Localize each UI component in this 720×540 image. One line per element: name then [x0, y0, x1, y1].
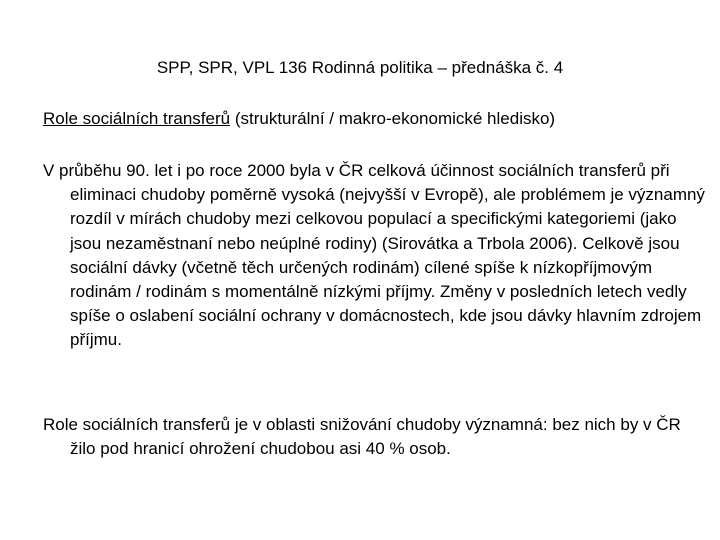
- paragraph-1: V průběhu 90. let i po roce 2000 byla v ČR celková účinnost sociálních transferů při eliminaci chudoby poměrně vysoká (nejvyšší v Evropě), ale problémem je významný rozdíl v mírách chudoby mezi celkovou populací a specifickými kategoriemi (jako jsou nezaměstnaní nebo neúplné rodiny) (Sirovátka a Trbola 2006). Celkově jsou sociální dávky (včetně těch určených rodinám) cílené spíše k nízkopříjmovým rodinám / rodinám s momentálně nízkými příjmy. Změny v posledních letech vedly spíše o oslabení sociální ochrany v domácnostech, kde jsou dávky hlavním zdrojem příjmu.: [43, 161, 705, 350]
- slide-title: SPP, SPR, VPL 136 Rodinná politika – přednáška č. 4: [156, 58, 564, 77]
- section-heading-underlined: Role sociálních transferů: [43, 109, 231, 128]
- section-heading: [43, 107, 555, 131]
- paragraph-2: Role sociálních transferů je v oblasti snižování chudoby významná: bez nich by v ČR žilo pod hranicí ohrožení chudobou asi 40 % osob.: [43, 415, 681, 459]
- section-heading-rest: (strukturální / makro-ekonomické hledisko): [230, 109, 556, 128]
